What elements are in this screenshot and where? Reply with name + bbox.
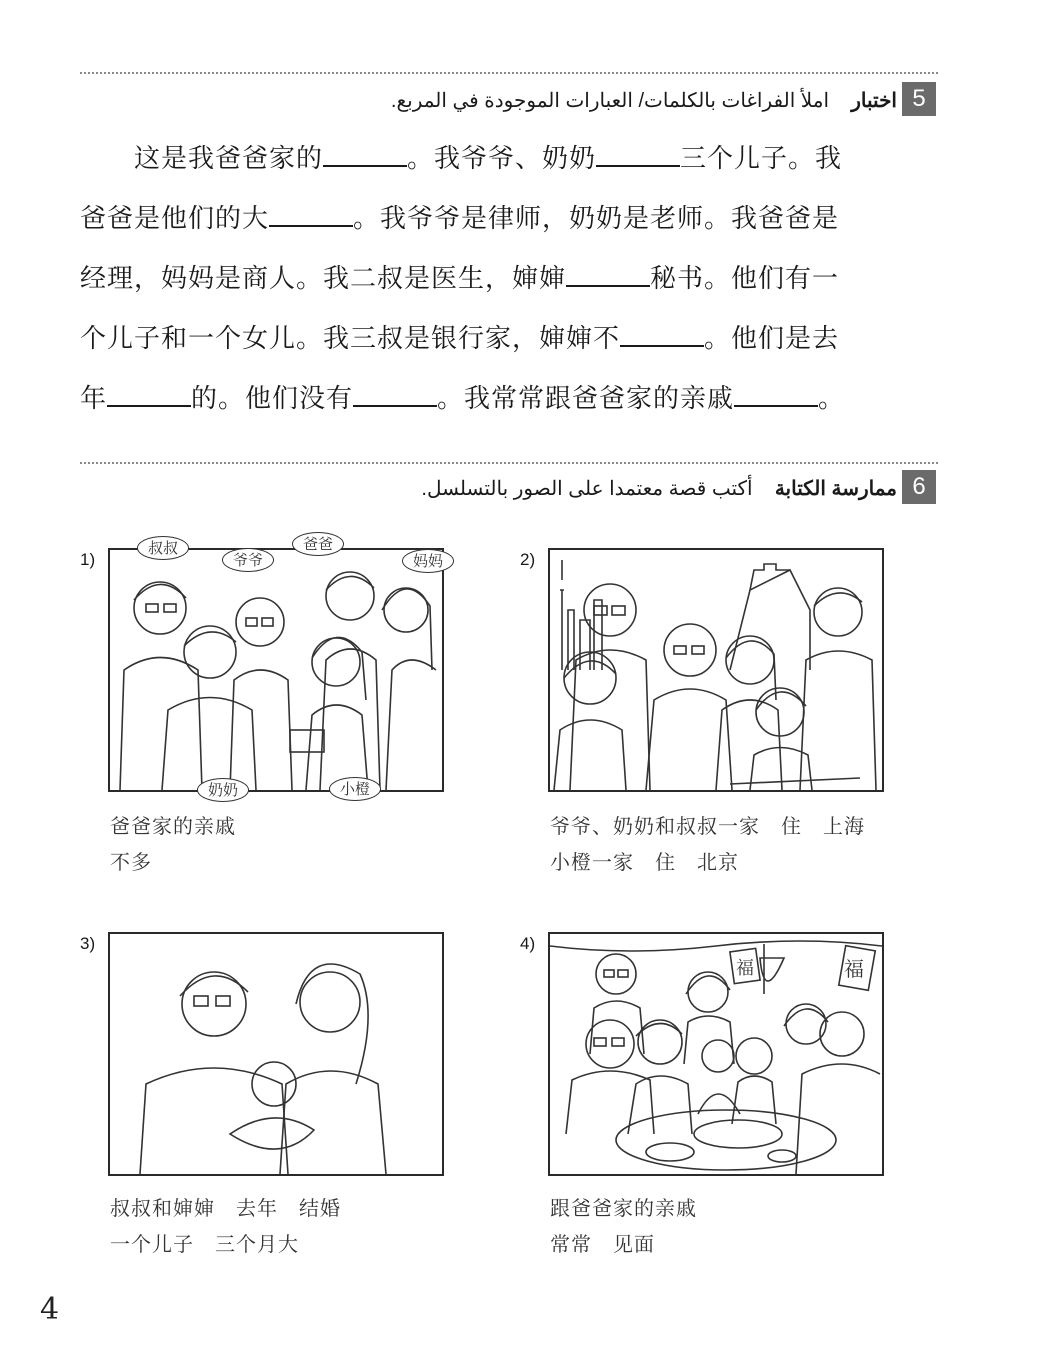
label-tag-yeye: 爷爷 — [222, 548, 274, 572]
exercise-5-heading — [391, 88, 897, 113]
picture-1-caption — [110, 808, 236, 880]
blank-7[interactable] — [353, 383, 437, 407]
caption-line-2: 常常 见面 — [550, 1232, 655, 1256]
caption-line-1: 跟爸爸家的亲戚 — [550, 1196, 697, 1220]
picture-4-family-dinner — [548, 932, 884, 1176]
text-segment: 爸爸是他们的大 — [80, 204, 270, 234]
caption-line-1: 叔叔和婶婶 去年 结婚 — [110, 1196, 341, 1220]
picture-1-family-portrait — [108, 548, 444, 792]
label-tag-mama: 妈妈 — [402, 549, 454, 573]
label-tag-nainai: 奶奶 — [197, 778, 249, 802]
text-segment: 。我爷爷、奶奶 — [407, 144, 597, 174]
fu-sign-2: 福 — [844, 957, 864, 981]
paragraph-line-3 — [80, 258, 900, 295]
blank-6[interactable] — [107, 383, 191, 407]
caption-line-2: 不多 — [110, 850, 152, 874]
paragraph-line-2 — [80, 198, 900, 235]
paragraph-line-4 — [80, 318, 900, 355]
page-number: 4 — [40, 1292, 60, 1327]
blank-5[interactable] — [620, 323, 704, 347]
exercise-5-title: اختبار — [851, 90, 897, 112]
exercise-6-number: 6 — [902, 470, 936, 504]
text-segment: 年 — [80, 384, 108, 414]
divider-middle — [80, 462, 938, 464]
divider-top — [80, 72, 938, 74]
exercise-6-heading — [421, 476, 897, 501]
exercise-6-instruction: أكتب قصة معتمدا على الصور بالتسلسل. — [421, 478, 753, 500]
blank-3[interactable] — [269, 203, 353, 227]
paragraph-line-5 — [80, 378, 900, 415]
text-segment: 。我爷爷是律师，奶奶是老师。我爸爸是 — [353, 204, 840, 234]
paragraph-line-1 — [80, 138, 900, 175]
text-segment: 秘书。他们有一 — [650, 264, 840, 294]
blank-4[interactable] — [566, 263, 650, 287]
picture-3-number: 3) — [80, 934, 96, 953]
text-segment: 的。他们没有 — [191, 384, 354, 414]
text-segment: 。 — [818, 384, 846, 414]
label-tag-shushu: 叔叔 — [137, 536, 189, 560]
blank-2[interactable] — [596, 143, 680, 167]
text-segment: 。他们是去 — [704, 324, 840, 354]
label-tag-baba: 爸爸 — [292, 532, 344, 556]
caption-line-2: 一个儿子 三个月大 — [110, 1232, 299, 1256]
blank-8[interactable] — [734, 383, 818, 407]
picture-4-caption — [550, 1190, 697, 1262]
text-segment: 个儿子和一个女儿。我三叔是银行家，婶婶不 — [80, 324, 621, 354]
picture-2-number: 2) — [520, 550, 536, 569]
caption-line-2: 小橙一家 住 北京 — [550, 850, 739, 874]
text-segment: 三个儿子。我 — [680, 144, 843, 174]
text-segment: 。我常常跟爸爸家的亲戚 — [437, 384, 735, 414]
caption-line-1: 爸爸家的亲戚 — [110, 814, 236, 838]
picture-2-caption — [550, 808, 865, 880]
text-segment: 这是我爸爸家的 — [80, 144, 324, 174]
label-tag-xiaocheng: 小橙 — [329, 777, 381, 801]
picture-3-caption — [110, 1190, 341, 1262]
exercise-5-number: 5 — [902, 82, 936, 116]
caption-line-1: 爷爷、奶奶和叔叔一家 住 上海 — [550, 814, 865, 838]
fu-sign-1: 福 — [736, 958, 754, 979]
blank-1[interactable] — [323, 143, 407, 167]
text-segment: 经理，妈妈是商人。我二叔是医生，婶婶 — [80, 264, 567, 294]
picture-4-number: 4) — [520, 934, 536, 953]
picture-3-couple-with-baby — [108, 932, 444, 1176]
picture-2-family-cities — [548, 548, 884, 792]
picture-1-number: 1) — [80, 550, 96, 569]
exercise-5-instruction: املأ الفراغات بالكلمات/ العبارات الموجودة في المربع. — [390, 90, 830, 112]
exercise-6-title: ممارسة الكتابة — [774, 478, 897, 500]
